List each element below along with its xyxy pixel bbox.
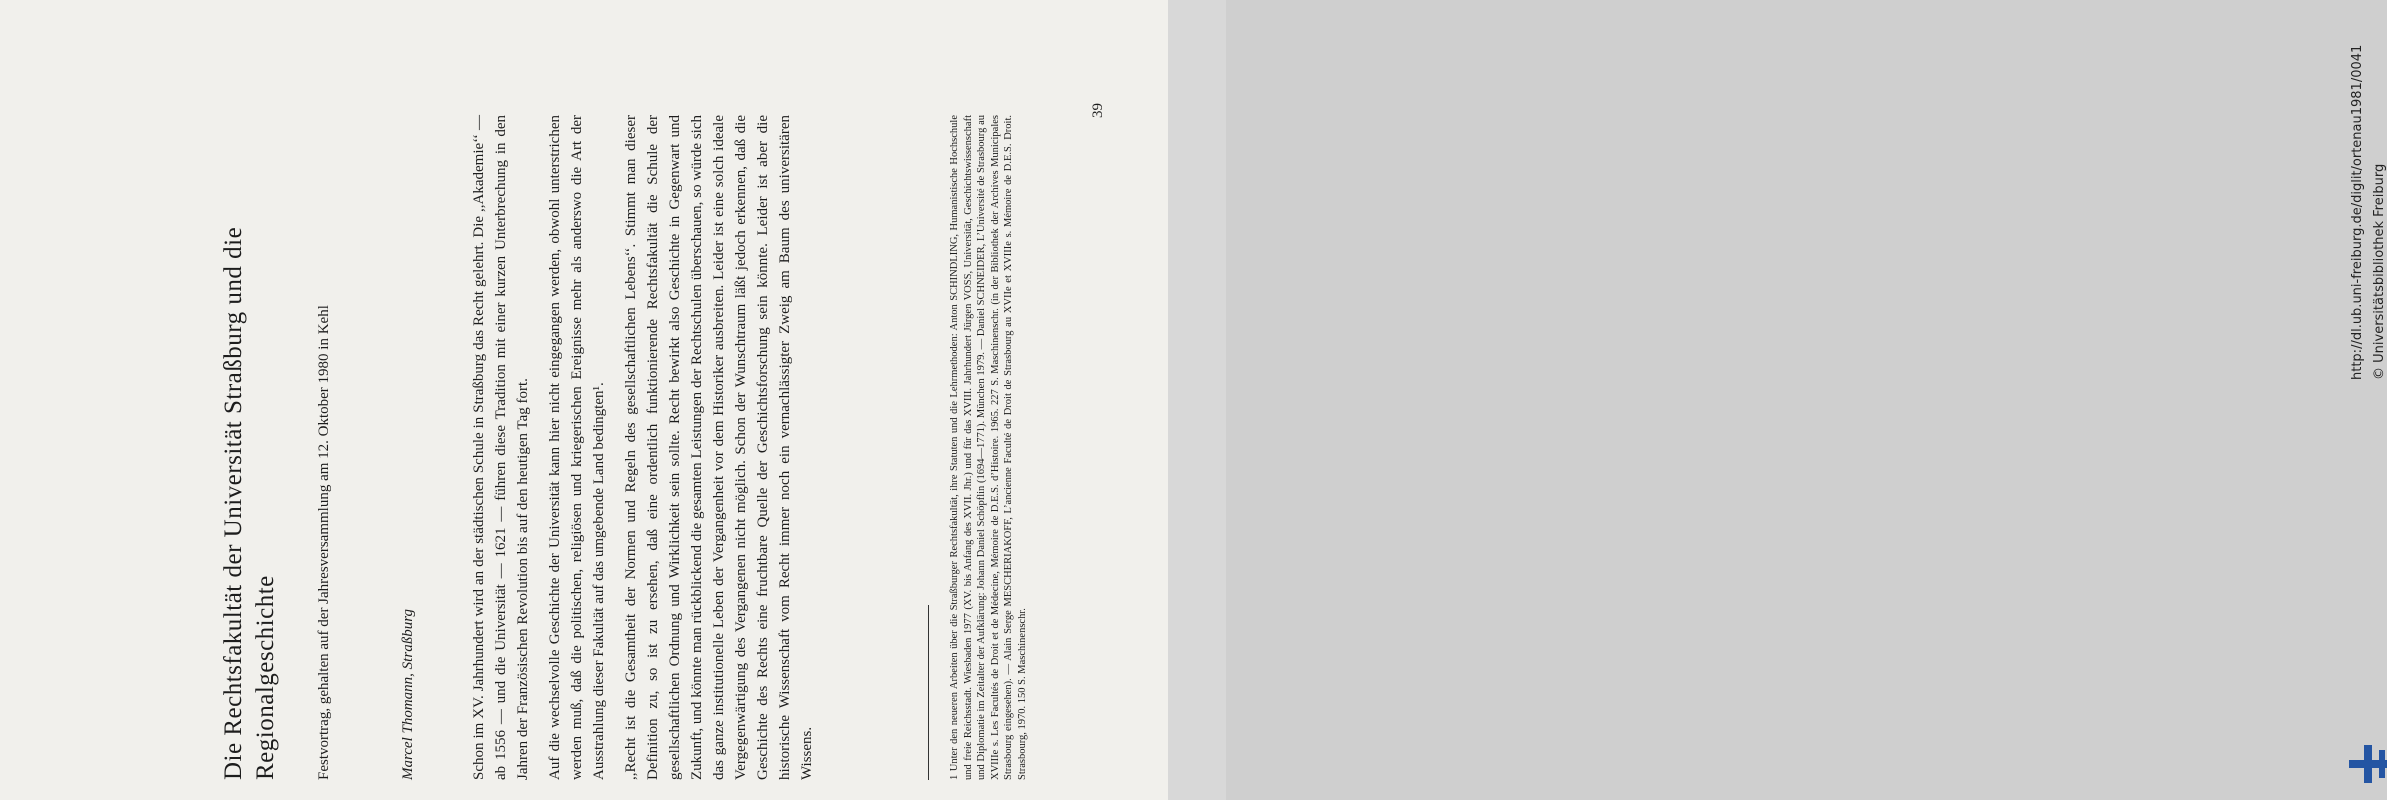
- article-author: Marcel Thomann, Straßburg: [400, 609, 416, 780]
- logo-bar: [2364, 745, 2372, 783]
- page-number: 39: [1090, 103, 1106, 118]
- article-title: Die Rechtsfakultät der Universität Straßburg und die Regionalgeschichte: [220, 226, 279, 780]
- body-paragraph: Auf die wechselvolle Geschichte der Universität kann hier nicht eingegangen werden, obwohl unterstrichen werden muß, daß die politischen, religiösen und kriegerischen Ereignisse mehr als anderswo die Art der Ausstrahlung dieser Fakultät auf das umgebende Land bedingten¹.: [547, 115, 607, 780]
- body-paragraph: Schon im XV. Jahrhundert wird an der städtischen Schule in Straßburg das Recht gelehrt. Die ,,Akademie‘‘ — ab 1556 — und die Universität — 1621 — führen diese Tradition mit einer kurzen Unterbrechung in den Jahren der Französischen Revolution bis auf den heutigen Tag fort.: [471, 115, 531, 780]
- library-sidebar: [1168, 0, 2387, 800]
- rotated-page-content: [200, 20, 1080, 780]
- copyright-notice: © Universitätsbibliothek Freiburg: [2372, 163, 2387, 380]
- source-url-link[interactable]: http://dl.ub.uni-freiburg.de/diglit/ortenau1981/0041: [2350, 44, 2365, 380]
- scanned-page: [0, 0, 1168, 800]
- logo-bar: [2379, 750, 2385, 778]
- article-subtitle: Festvortrag, gehalten auf der Jahresversammlung am 12. Oktober 1980 in Kehl: [316, 305, 332, 780]
- footnote-divider: [928, 605, 929, 780]
- article-body: [468, 115, 828, 780]
- footnote: 1 Unter den neueren Arbeiten über die Straßburger Rechtsfakultät, ihre Statuten und die Lehrmethoden: Anton SCHINDLING, Humanistische Hochschule und freie Reichsstadt. Wiesbaden 1977 (XV. bis Anfang des XVII. Jhr.) und für das XVIII. Jahrhundert Jürgen VOSS, Universität, Geschichtswissenschaft und Diplomatie im Zeitalter der Aufklärung: Johann Daniel Schöpflin (1694—1771). München 1979. — Daniel SCHNEIDER, L’Université de Strasbourg au XVIIIe s. Les Facultés de Droit et de Médecine, Mémoire de D.E.S. d’Histoire. 1965. 227 S. Maschinenschr. (in der Bibliothek der Archives Municipales Strasbourg eingesehen). — Alain Serge MESCHERIAKOFF, L’ancienne Faculté de Droit de Strasbourg au XVIIe et XVIIIe s. Mémoire de D.E.S. Droit. Strasbourg, 1970. 150 S. Maschinenschr.: [949, 115, 1028, 780]
- body-paragraph: ,,Recht ist die Gesamtheit der Normen und Regeln des gesellschaftlichen Lebens‘‘. Stimmt man dieser Definition zu, so ist zu ersehen, daß eine ordentlich funktionierende Rechtsfakultät die Schule der gesellschaftlichen Ordnung und Wirklichkeit sein sollte. Recht bewirkt also Geschichte in Gegenwart und Zukunft, und könnte man rückblickend die gesamten Leistungen der Rechtschulen überschauen, so würde sich das ganze institutionelle Leben der Vergangenheit vor dem Historiker ausbreiten. Leider ist eine solch ideale Vergegenwärtigung des Vergangenen nicht möglich. Schon der Wunschtraum läßt jedoch erkennen, daß die Geschichte des Rechts eine fruchtbare Quelle der Geschichtsforschung sein könnte. Leider ist aber die historische Wissenschaft vom Recht immer noch ein vernachlässigter Zweig am Baum des universitären Wissens.: [623, 115, 815, 780]
